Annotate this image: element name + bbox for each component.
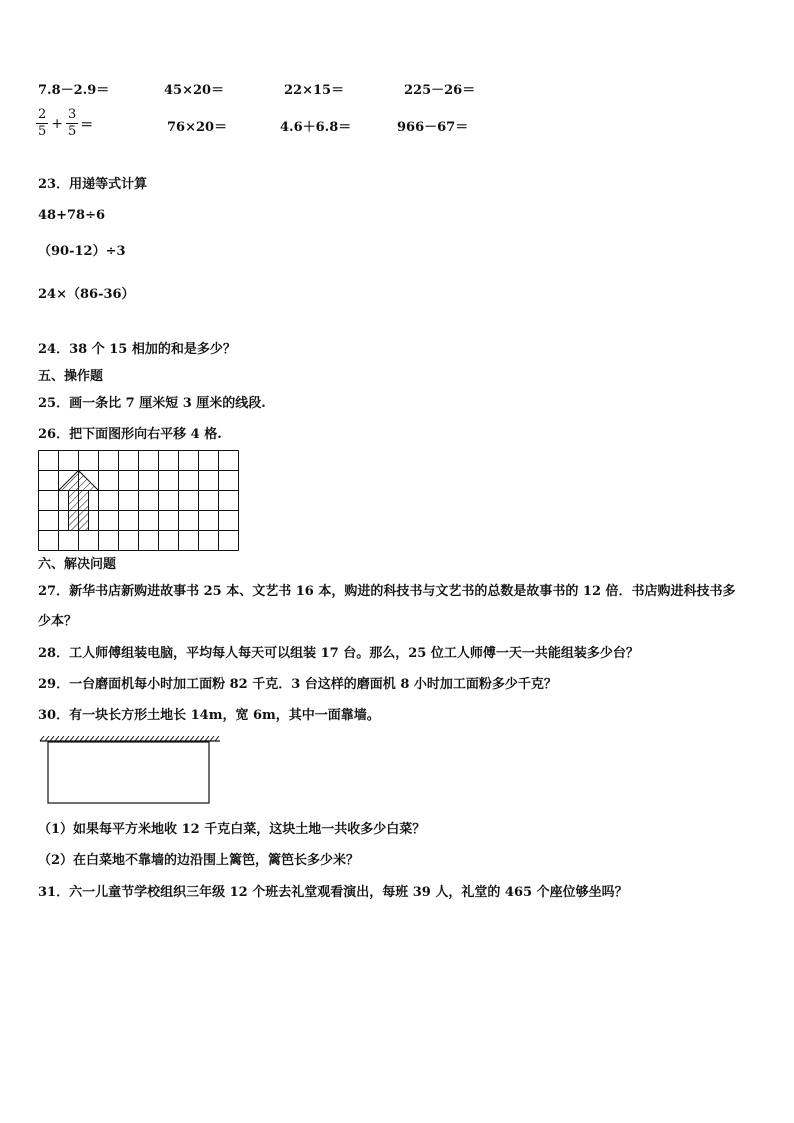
question-29: 29．一台磨面机每小时加工面粉 82 千克．3 台这样的磨面机 8 小时加工面粉多少千克？ <box>38 677 557 692</box>
wall-hatch-line <box>175 736 179 741</box>
wall-hatch-line <box>210 736 214 741</box>
question-30-sub1: （1）如果每平方米地收 12 千克白菜，这块土地一共收多少白菜？ <box>38 822 426 837</box>
question-31: 31．六一儿童节学校组织三年级 12 个班去礼堂观看演出，每班 39 人，礼堂的 465 个座位够坐吗？ <box>38 885 628 900</box>
fraction-numerator: 3 <box>68 107 77 122</box>
calc-item: 4.6＋6.8＝ <box>280 120 352 135</box>
wall-hatch-line <box>115 736 119 741</box>
question-25: 25．画一条比 7 厘米短 3 厘米的线段. <box>38 396 266 411</box>
wall-hatch-line <box>195 736 199 741</box>
wall-hatch-line <box>50 736 54 741</box>
wall-hatch-line <box>55 736 59 741</box>
wall-hatch-line <box>165 736 169 741</box>
fraction <box>66 108 78 139</box>
section-heading: 六、解决问题 <box>38 557 117 572</box>
wall-hatch-line <box>45 736 49 741</box>
wall-hatch-line <box>100 736 104 741</box>
wall-hatch-line <box>110 736 114 741</box>
calc-item: 45×20＝ <box>164 83 225 98</box>
wall-hatch-line <box>205 736 209 741</box>
wall-hatch-line <box>60 736 64 741</box>
question-27-line1: 27．新华书店新购进故事书 25 本、文艺书 16 本，购进的科技书与文艺书的总数是故事书的 12 倍．书店购进科技书多 <box>38 584 736 599</box>
wall-hatch-line <box>185 736 189 741</box>
wall-hatch-line <box>95 736 99 741</box>
wall-hatch-line <box>105 736 109 741</box>
wall-hatch-line <box>155 736 159 741</box>
question-24: 24．38 个 15 相加的和是多少？ <box>38 342 236 357</box>
calc-item: 76×20＝ <box>167 120 228 135</box>
wall-hatch-line <box>200 736 204 741</box>
arrow-shape <box>59 471 99 531</box>
calc-item: 966－67＝ <box>397 120 469 135</box>
expression: 24×（86-36） <box>38 287 135 302</box>
wall-hatch-line <box>70 736 74 741</box>
question-28: 28．工人师傅组装电脑，平均每人每天可以组装 17 台。那么，25 位工人师傅一天一共能组装多少台？ <box>38 646 639 661</box>
question-26: 26．把下面图形向右平移 4 格. <box>38 427 222 442</box>
wall-hatching <box>40 736 219 741</box>
fraction-numerator: 2 <box>38 107 47 122</box>
fraction-denominator: 5 <box>38 124 47 139</box>
expression: （90-12）÷3 <box>38 244 126 259</box>
wall-hatch-line <box>90 736 94 741</box>
wall-hatch-line <box>130 736 134 741</box>
wall-hatch-line <box>160 736 164 741</box>
wall-hatch-line <box>190 736 194 741</box>
wall-hatch-line <box>145 736 149 741</box>
equals-sign: ＝ <box>80 118 94 133</box>
wall-hatch-line <box>65 736 69 741</box>
fraction-denominator: 5 <box>68 124 77 139</box>
calc-item: 22×15＝ <box>284 83 345 98</box>
calc-item: 7.8－2.9＝ <box>38 83 110 98</box>
wall-hatch-line <box>40 736 44 741</box>
fraction <box>36 108 48 139</box>
wall-hatch-line <box>80 736 84 741</box>
question-30-title: 30．有一块长方形土地长 14m，宽 6m，其中一面靠墙。 <box>38 708 380 723</box>
wall-hatch-line <box>215 736 219 741</box>
wall-hatch-line <box>140 736 144 741</box>
translation-grid <box>38 450 244 554</box>
wall-hatch-line <box>150 736 154 741</box>
field-diagram <box>38 736 222 806</box>
wall-hatch-line <box>125 736 129 741</box>
wall-hatch-line <box>170 736 174 741</box>
expression: 48+78÷6 <box>38 208 106 223</box>
plus-sign: + <box>51 115 64 132</box>
wall-hatch-line <box>85 736 89 741</box>
question-27-line2: 少本？ <box>38 614 78 629</box>
question-30-sub2: （2）在白菜地不靠墙的边沿围上篱笆，篱笆长多少米？ <box>38 853 360 868</box>
question-23-title: 23．用递等式计算 <box>38 177 148 192</box>
wall-hatch-line <box>135 736 139 741</box>
fraction-expression <box>36 108 93 139</box>
wall-hatch-line <box>120 736 124 741</box>
calc-item: 225－26＝ <box>404 83 476 98</box>
wall-hatch-line <box>75 736 79 741</box>
wall-hatch-line <box>180 736 184 741</box>
field-rectangle <box>48 742 209 803</box>
section-heading: 五、操作题 <box>38 369 104 384</box>
